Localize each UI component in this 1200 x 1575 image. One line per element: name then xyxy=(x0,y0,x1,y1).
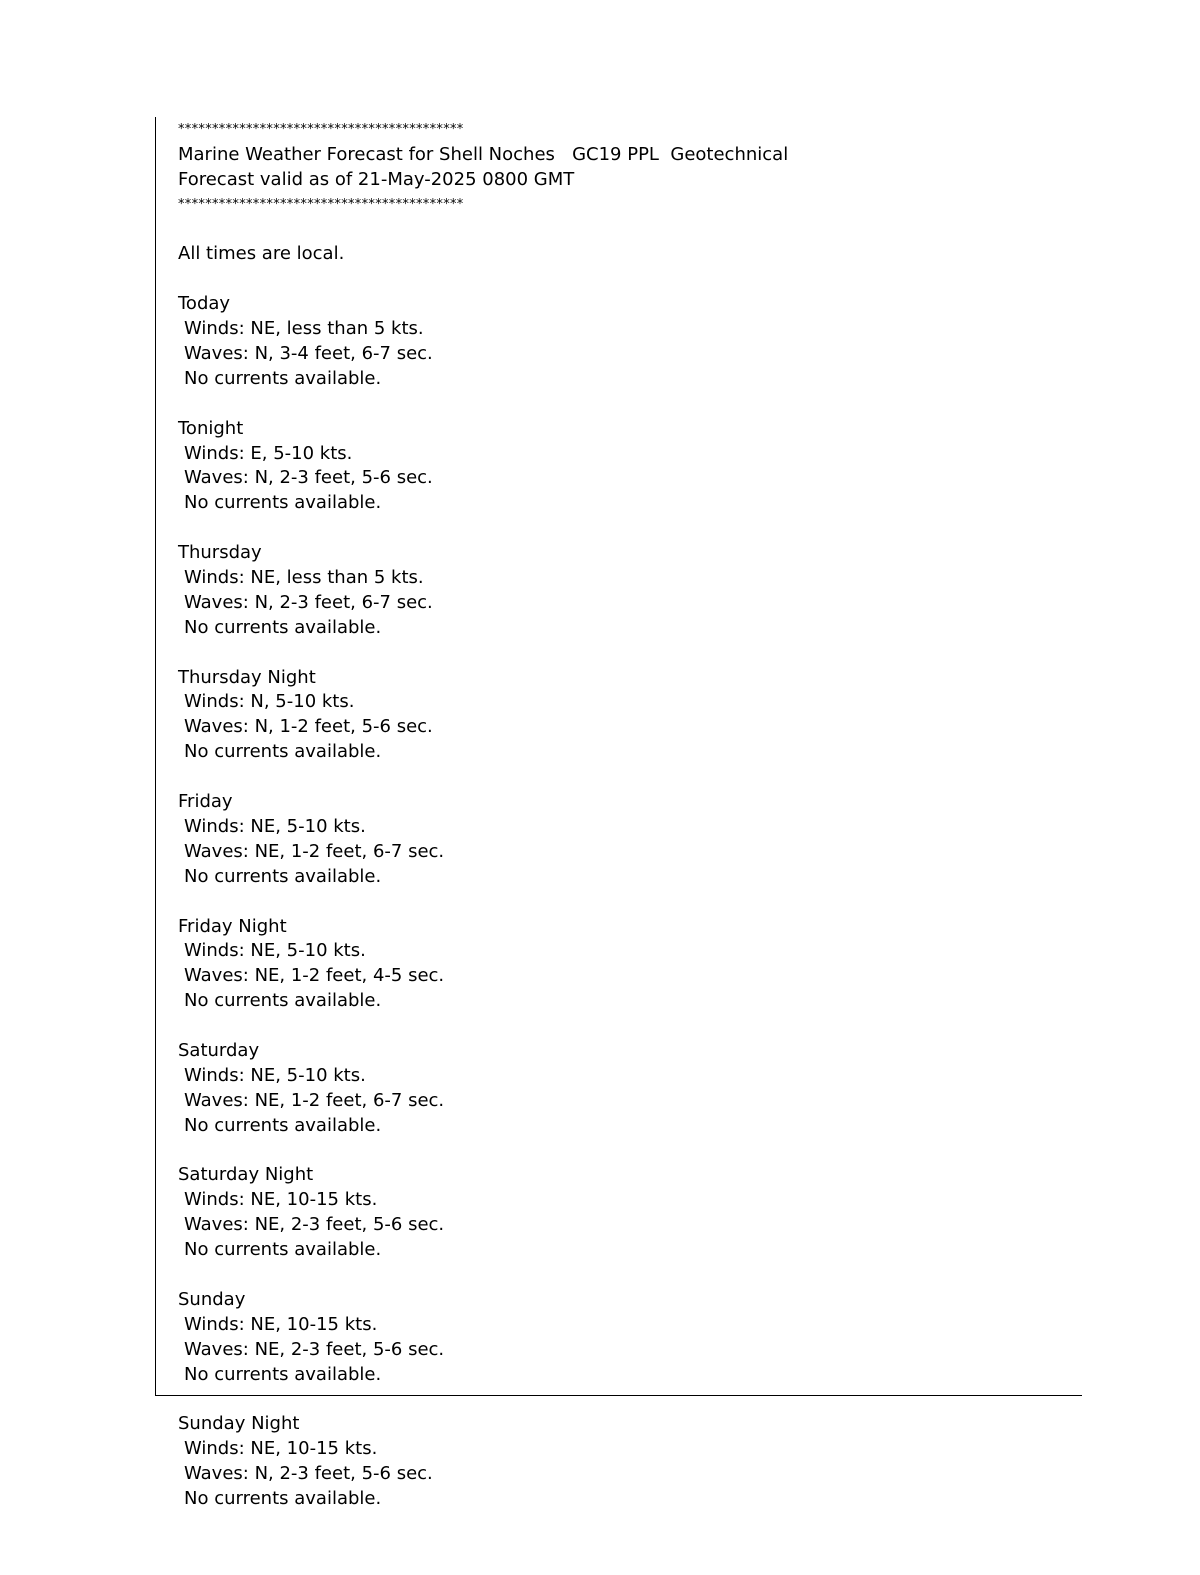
period-name: Thursday xyxy=(178,542,262,564)
forecast-period xyxy=(178,541,1078,641)
period-waves: Waves: N, 2-3 feet, 5-6 sec. xyxy=(184,1463,433,1485)
forecast-period xyxy=(178,790,1078,890)
period-currents: No currents available. xyxy=(184,741,382,763)
spacer xyxy=(178,1387,1078,1412)
period-name: Sunday xyxy=(178,1288,246,1310)
period-winds: Winds: E, 5-10 kts. xyxy=(184,442,353,464)
period-waves: Waves: NE, 2-3 feet, 5-6 sec. xyxy=(184,1214,445,1236)
period-name: Saturday xyxy=(178,1039,260,1061)
period-winds: Winds: NE, 5-10 kts. xyxy=(184,815,366,837)
period-waves: Waves: N, 1-2 feet, 5-6 sec. xyxy=(184,716,433,738)
period-winds: Winds: NE, less than 5 kts. xyxy=(184,318,424,340)
period-name: Thursday Night xyxy=(178,666,316,688)
spacer xyxy=(178,218,1078,243)
period-name: Tonight xyxy=(178,417,244,439)
forecast-title: Marine Weather Forecast for Shell Noches GC19 PPL Geotechnical xyxy=(178,143,789,165)
period-winds: Winds: NE, 5-10 kts. xyxy=(184,940,366,962)
spacer xyxy=(178,765,1078,790)
period-winds: Winds: NE, 5-10 kts. xyxy=(184,1064,366,1086)
period-currents: No currents available. xyxy=(184,1114,382,1136)
period-winds: Winds: NE, 10-15 kts. xyxy=(184,1189,378,1211)
period-name: Today xyxy=(178,293,231,315)
forecast-period xyxy=(178,417,1078,517)
period-currents: No currents available. xyxy=(184,492,382,514)
period-waves: Waves: NE, 2-3 feet, 5-6 sec. xyxy=(184,1338,445,1360)
forecast-period xyxy=(178,1163,1078,1263)
spacer xyxy=(178,1263,1078,1288)
period-waves: Waves: N, 2-3 feet, 6-7 sec. xyxy=(184,591,433,613)
period-currents: No currents available. xyxy=(184,990,382,1012)
period-currents: No currents available. xyxy=(184,1487,382,1509)
frame-left-rule xyxy=(155,117,156,1396)
spacer xyxy=(178,516,1078,541)
spacer xyxy=(178,1014,1078,1039)
forecast-document xyxy=(178,118,1078,1512)
period-winds: Winds: N, 5-10 kts. xyxy=(184,691,355,713)
forecast-period xyxy=(178,666,1078,766)
period-currents: No currents available. xyxy=(184,1239,382,1261)
period-name: Sunday Night xyxy=(178,1413,300,1435)
period-name: Friday Night xyxy=(178,915,287,937)
forecast-period xyxy=(178,1412,1078,1512)
period-waves: Waves: N, 2-3 feet, 5-6 sec. xyxy=(184,467,433,489)
forecast-period xyxy=(178,292,1078,392)
forecast-period xyxy=(178,1039,1078,1139)
period-currents: No currents available. xyxy=(184,616,382,638)
forecast-valid-time: Forecast valid as of 21-May-2025 0800 GMT xyxy=(178,168,575,190)
period-name: Saturday Night xyxy=(178,1164,314,1186)
period-winds: Winds: NE, less than 5 kts. xyxy=(184,567,424,589)
period-currents: No currents available. xyxy=(184,865,382,887)
spacer xyxy=(178,267,1078,292)
period-winds: Winds: NE, 10-15 kts. xyxy=(184,1438,378,1460)
forecast-period xyxy=(178,1288,1078,1388)
period-currents: No currents available. xyxy=(184,1363,382,1385)
period-waves: Waves: N, 3-4 feet, 6-7 sec. xyxy=(184,343,433,365)
forecast-period xyxy=(178,915,1078,1015)
spacer xyxy=(178,641,1078,666)
spacer xyxy=(178,890,1078,915)
time-note: All times are local. xyxy=(178,243,345,265)
period-winds: Winds: NE, 10-15 kts. xyxy=(184,1313,378,1335)
period-waves: Waves: NE, 1-2 feet, 6-7 sec. xyxy=(184,1089,445,1111)
period-waves: Waves: NE, 1-2 feet, 6-7 sec. xyxy=(184,840,445,862)
header-stars-bottom: ****************************************** xyxy=(178,196,464,212)
header-stars-top: ****************************************** xyxy=(178,122,464,137)
spacer xyxy=(178,1139,1078,1164)
period-name: Friday xyxy=(178,791,233,813)
period-waves: Waves: NE, 1-2 feet, 4-5 sec. xyxy=(184,965,445,987)
spacer xyxy=(178,392,1078,417)
period-currents: No currents available. xyxy=(184,367,382,389)
